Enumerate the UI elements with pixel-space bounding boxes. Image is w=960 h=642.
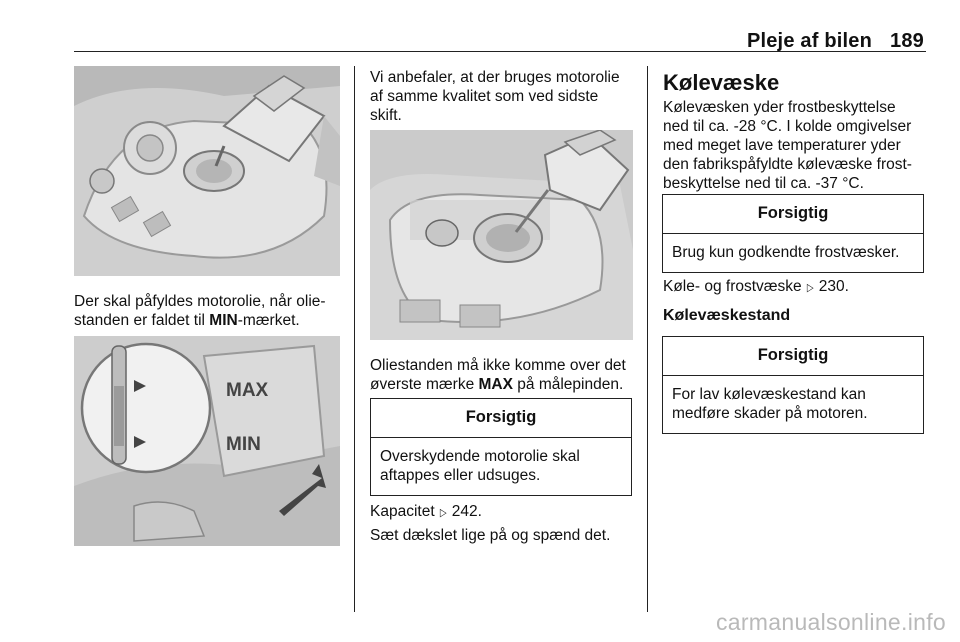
coolant-line-1: Kølevæsken yder frostbeskyttelse	[663, 99, 896, 116]
subheading-coolant-level: Kølevæskestand	[663, 307, 791, 324]
capacity-line	[370, 502, 646, 523]
page-ref-arrow-icon: ▷	[439, 507, 447, 519]
caution-line-2: aftappes eller udsuges.	[380, 467, 541, 484]
level-suffix: på målepinden.	[512, 376, 624, 393]
coolant-line-5: beskyttelse ned til ca. -37 °C.	[663, 175, 864, 192]
column-divider-left	[354, 66, 355, 612]
intro-line-2: af samme kvalitet som ved sidste	[370, 88, 599, 105]
watermark: carmanualsonline.info	[715, 609, 946, 635]
level-line-1: Oliestanden må ikke komme over det	[370, 357, 626, 374]
caption-line-2	[74, 311, 344, 330]
caution-box-coolant-level	[662, 336, 924, 434]
page-number: 189	[890, 30, 924, 52]
cap-instruction: Sæt dækslet lige på og spænd det.	[370, 527, 611, 544]
intro-line-1: Vi anbefaler, at der bruges motorolie	[370, 69, 620, 86]
column-divider-right	[647, 66, 648, 612]
caution-line-1: For lav kølevæskestand kan	[672, 386, 866, 403]
caption-line-1: Der skal påfyldes motorolie, når olie-	[74, 293, 326, 310]
caution-box-antifreeze	[662, 194, 924, 273]
oil-fill-caption	[74, 292, 344, 330]
coolant-line-4: den fabrikspåfyldte kølevæske frost-	[663, 156, 912, 173]
oil-filling-illustration	[74, 66, 340, 276]
caution-line-2: medføre skader på motoren.	[672, 405, 868, 422]
oil-pour-illustration	[370, 130, 633, 340]
chapter-title: Pleje af bilen	[746, 30, 873, 52]
caution-title: Forsigtig	[371, 399, 631, 438]
reference-label: Køle- og frostvæske	[663, 278, 806, 295]
caution-title: Forsigtig	[663, 195, 923, 234]
reference-page[interactable]: 230.	[818, 278, 849, 295]
caption-min-bold: MIN	[209, 312, 238, 329]
intro-line-3: skift.	[370, 107, 402, 124]
page-header	[747, 30, 924, 53]
coolant-line-3: med meget lave temperaturer yder	[663, 137, 901, 154]
dipstick-illustration	[74, 336, 340, 546]
caution-line-1: Overskydende motorolie skal	[380, 448, 580, 465]
dipstick-min-label: MIN	[226, 434, 261, 455]
caution-box-oil	[370, 398, 632, 496]
coolant-reference	[663, 277, 933, 298]
level-line-2	[370, 375, 646, 394]
header-divider	[74, 51, 926, 52]
caution-body	[371, 438, 631, 495]
page-ref-arrow-icon: ▷	[806, 282, 814, 294]
oil-level-paragraph	[370, 356, 646, 394]
dipstick-max-label: MAX	[226, 380, 269, 401]
recommendation-paragraph	[370, 68, 640, 125]
coolant-line-2: ned til ca. -28 °C. I kolde omgivelser	[663, 118, 912, 135]
coolant-paragraph	[663, 98, 933, 193]
capacity-label: Kapacitet	[370, 503, 439, 520]
section-heading-coolant: Kølevæske	[663, 70, 780, 95]
caption-suffix: -mærket.	[237, 312, 300, 329]
caption-text: standen er faldet til	[74, 312, 210, 329]
caution-body: Brug kun godkendte frostvæsker.	[672, 244, 900, 261]
capacity-page-ref[interactable]: 242.	[451, 503, 482, 520]
level-text: øverste mærke	[370, 376, 479, 393]
caution-title: Forsigtig	[663, 337, 923, 376]
caution-body	[663, 376, 923, 433]
level-max-bold: MAX	[478, 376, 513, 393]
